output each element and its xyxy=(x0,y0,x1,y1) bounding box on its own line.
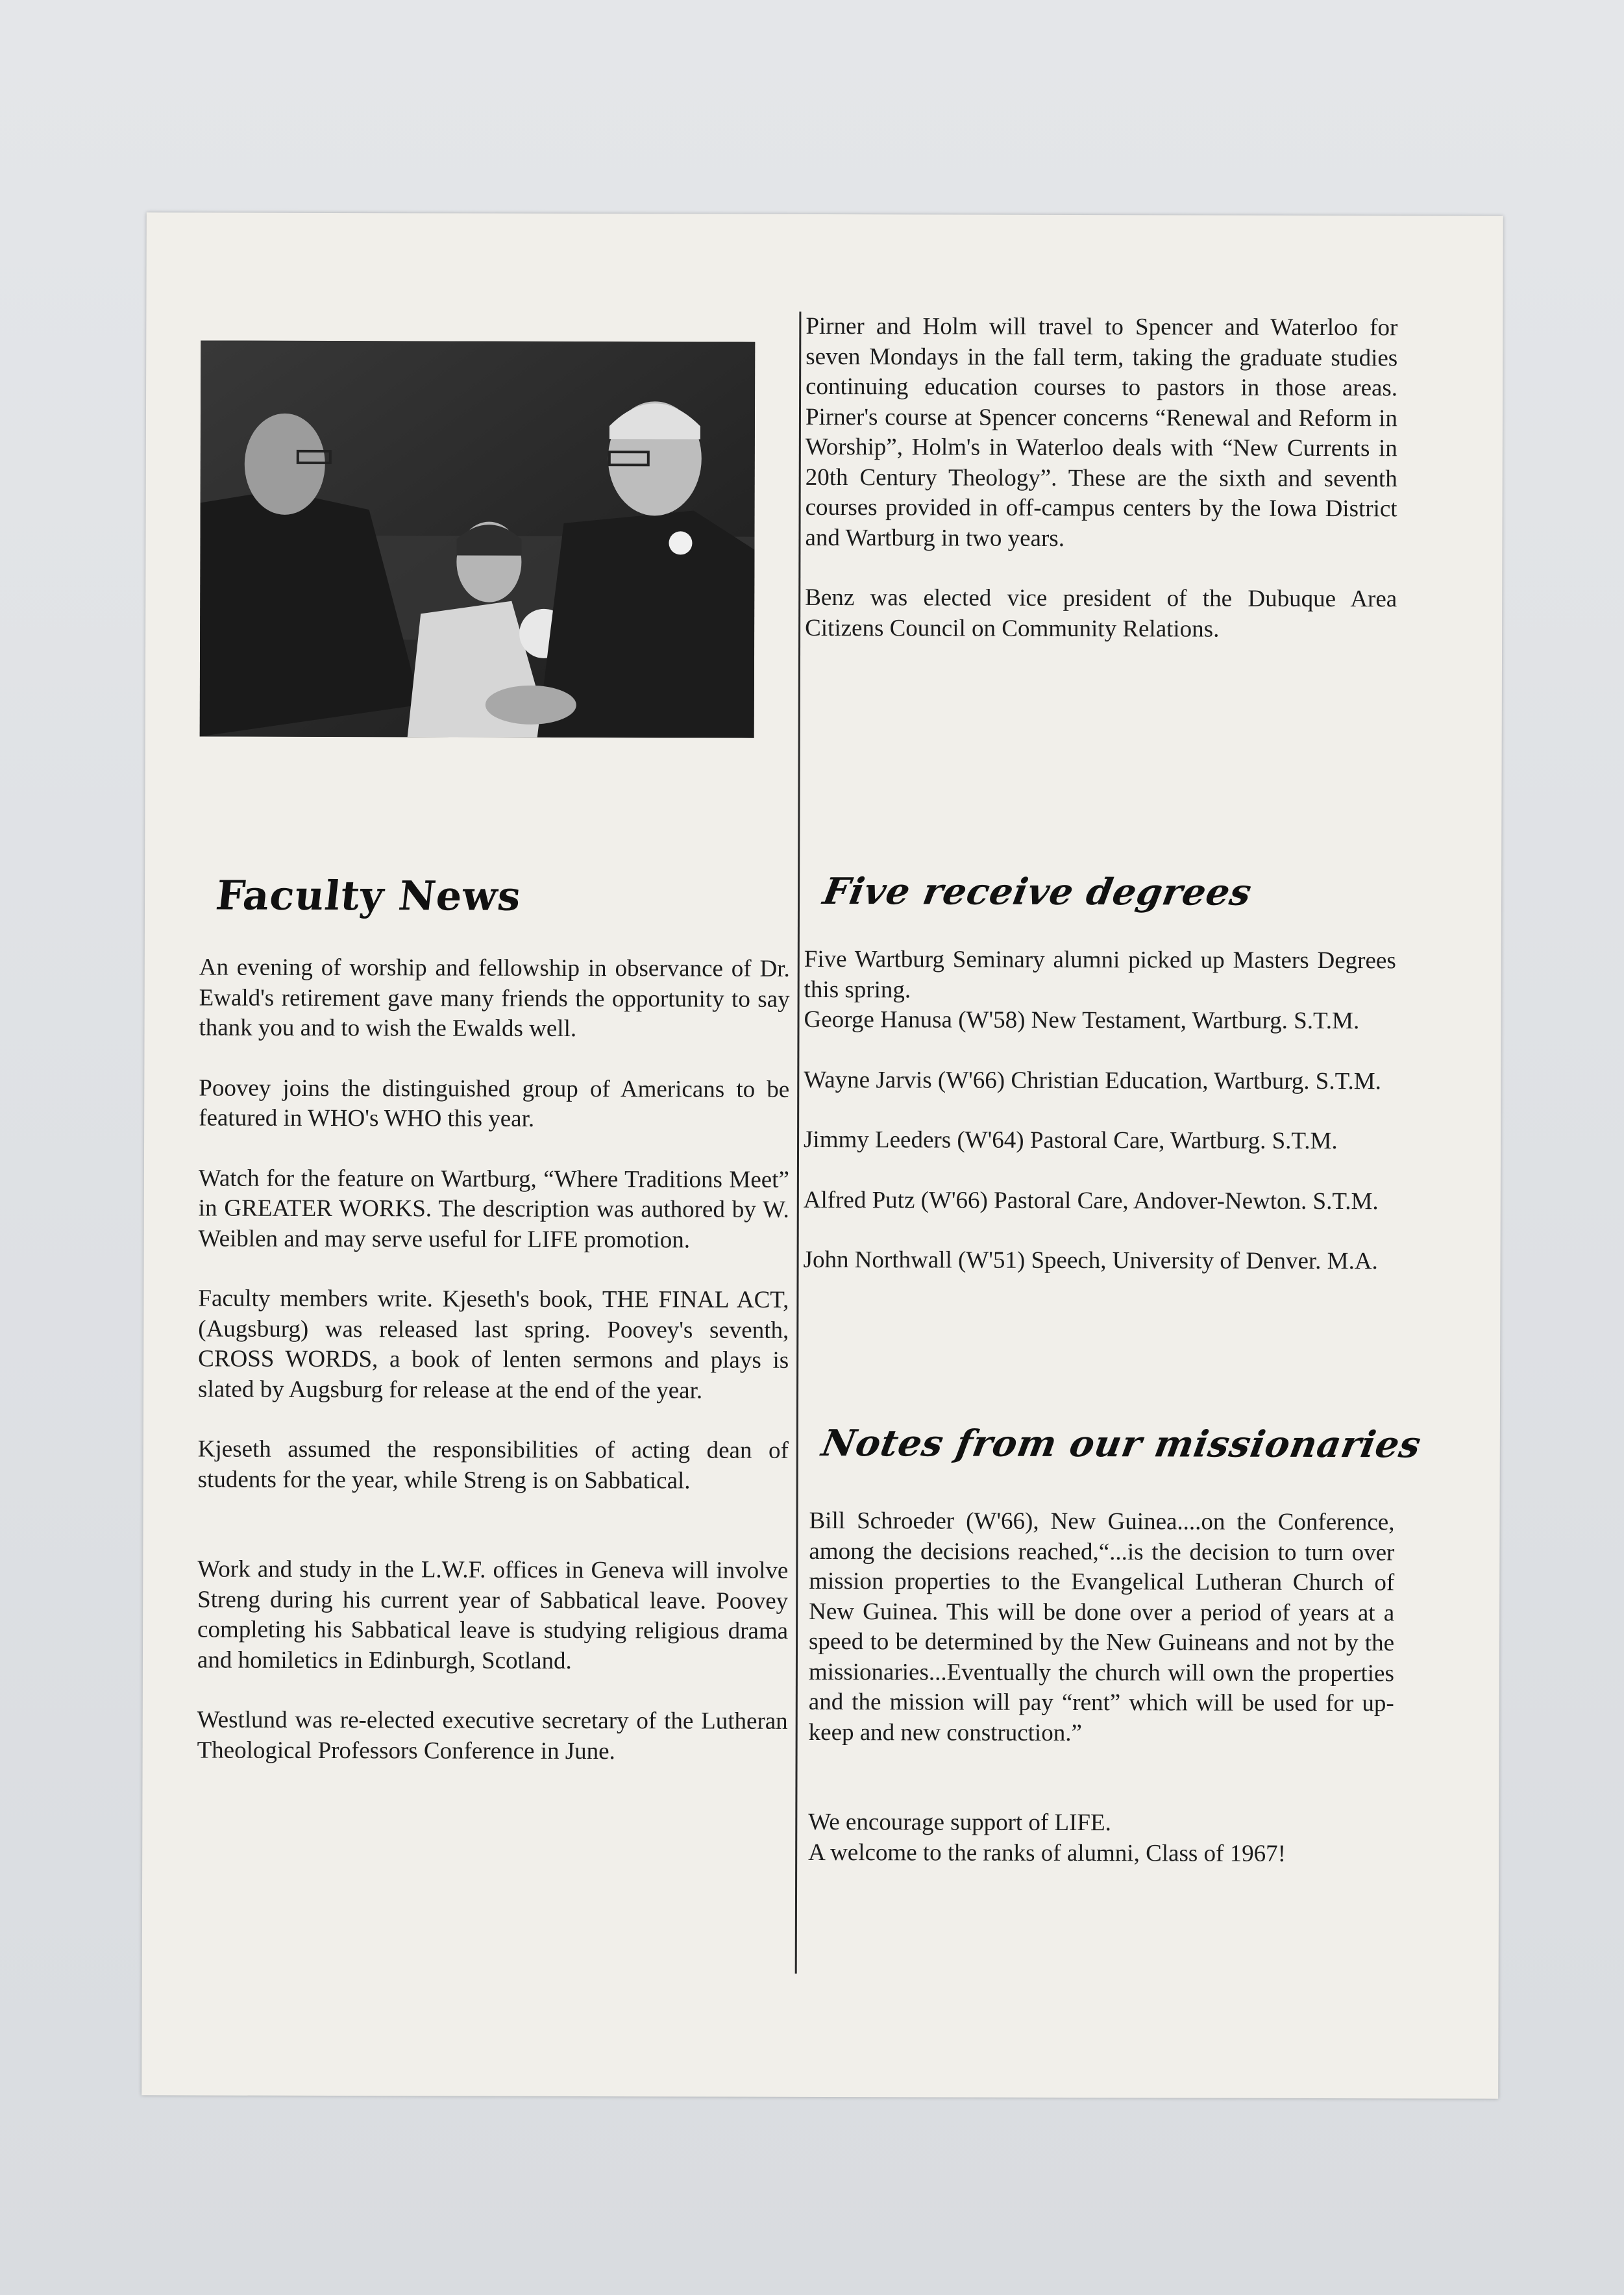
photo-image xyxy=(200,340,756,738)
closing-support-line: We encourage support of LIFE. xyxy=(808,1808,1111,1837)
degree-item: Wayne Jarvis (W'66) Christian Education, Wartburg. S.T.M. xyxy=(804,1066,1381,1095)
newsletter-page xyxy=(141,212,1503,2098)
degree-item: Alfred Putz (W'66) Pastoral Care, Andover-Newton. S.T.M. xyxy=(803,1186,1379,1215)
faculty-news-paragraph: Westlund was re-elected executive secretary of the Lutheran Theological Professors Conference in June. xyxy=(197,1706,788,1765)
faculty-news-paragraph: Work and study in the L.W.F. offices in Geneva will involve Streng during his current year of Sabbatical leave. Poovey completing his Sabbatical leave is studying religious drama and homiletics in Edinburgh, Scotland. xyxy=(197,1556,789,1674)
faculty-news-paragraph: Kjeseth assumed the responsibilities of acting dean of students for the year, while Streng is on Sabbatical. xyxy=(197,1435,789,1494)
benz-paragraph: Benz was elected vice president of the Dubuque Area Citizens Council on Community Relations. xyxy=(805,584,1397,643)
five-degrees-intro: Five Wartburg Seminary alumni picked up Masters Degrees this spring. xyxy=(804,945,1396,1003)
degree-item: John Northwall (W'51) Speech, University of Denver. M.A. xyxy=(803,1246,1378,1275)
right-column-top xyxy=(805,312,1397,675)
missionaries-heading: Notes from our missionaries xyxy=(818,1422,1425,1467)
five-degrees-body xyxy=(803,945,1396,1307)
closing-welcome-line: A welcome to the ranks of alumni, Class of 1967! xyxy=(808,1839,1286,1867)
column-divider xyxy=(795,312,802,1974)
continuing-education-paragraph: Pirner and Holm will travel to Spencer and Waterloo for seven Mondays in the fall term, taking the graduate studies continuing education courses to pastors in those areas. Pirner's course at Spencer concerns “Renewal and Reform in Worship”, Holm's in Waterloo deals with “New Currents in 20th Century Theology”. These are the sixth and seventh courses provided in off-campus centers by the Iowa District and Wartburg in two years. xyxy=(805,312,1398,552)
missionaries-body xyxy=(808,1506,1394,1869)
faculty-news-paragraph: Faculty members write. Kjeseth's book, THE FINAL ACT, (Augsburg) was released last spring. Poovey's seventh, CROSS WORDS, a book of lenten sermons and plays is slated by Augsburg for release at the end of the year. xyxy=(198,1285,789,1404)
missionaries-paragraph: Bill Schroeder (W'66), New Guinea....on the Conference, among the decisions reached,“...is the decision to turn over mission properties to the Evangelical Lutheran Church of New Guinea. This will be done over a period of years at a speed to be determined by the New Guineans and not by the missionaries...Eventually the church will own the properties and the mission will pay “rent” which will be used for up-keep and new construction.” xyxy=(808,1507,1395,1746)
faculty-news-paragraph: Poovey joins the distinguished group of Americans to be featured in WHO's WHO this year. xyxy=(199,1074,790,1132)
degree-item: George Hanusa (W'58) New Testament, Wartburg. S.T.M. xyxy=(804,1006,1360,1035)
faculty-news-heading: Faculty News xyxy=(214,871,524,920)
degree-item: Jimmy Leeders (W'64) Pastoral Care, Wartburg. S.T.M. xyxy=(804,1126,1338,1155)
faculty-photo xyxy=(200,340,756,738)
faculty-news-paragraph: Watch for the feature on Wartburg, “Where Traditions Meet” in GREATER WORKS. The description was authored by W. Weiblen and may serve useful for LIFE promotion. xyxy=(198,1164,789,1253)
faculty-news-body xyxy=(197,952,789,1796)
faculty-news-paragraph: An evening of worship and fellowship in observance of Dr. Ewald's retirement gave many friends the opportunity to say thank you and to wish the Ewalds well. xyxy=(199,954,790,1043)
five-degrees-heading: Five receive degrees xyxy=(820,870,1255,914)
